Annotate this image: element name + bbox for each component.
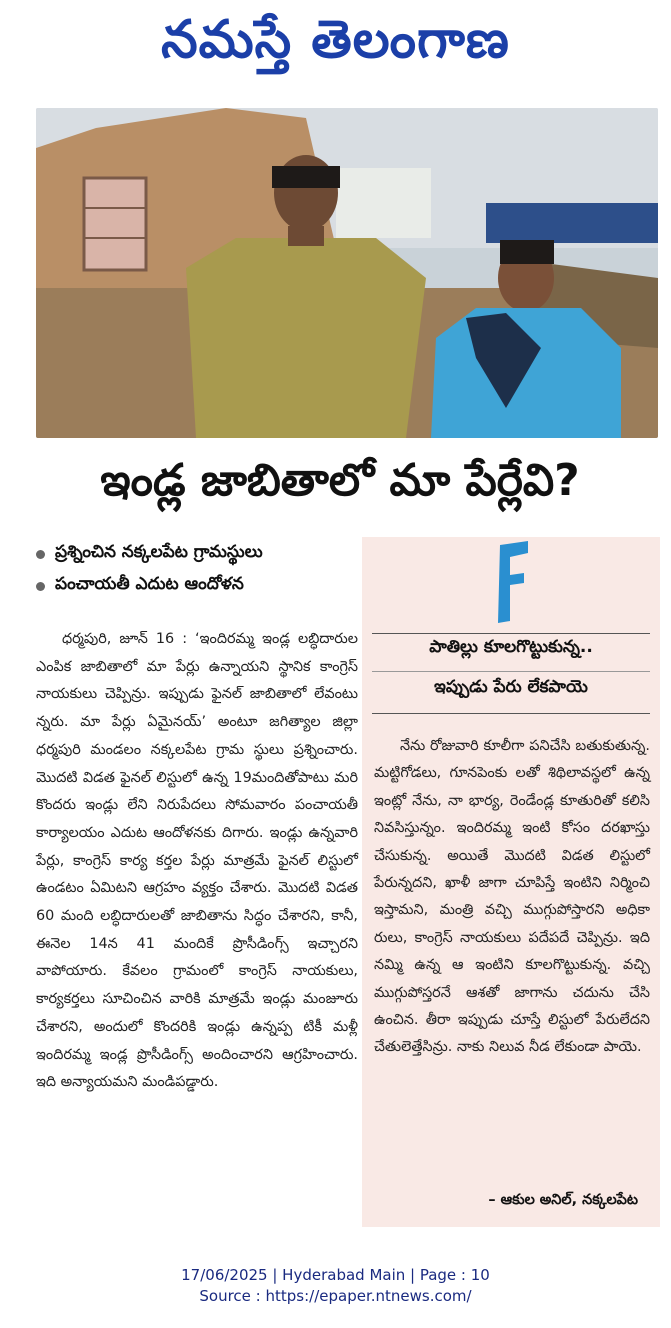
- bullet-text: ప్రశ్నించిన నక్కలపేట గ్రామస్థులు: [55, 542, 263, 562]
- divider: [372, 633, 650, 634]
- sidebar-box: [362, 537, 660, 1227]
- bullet-dot-icon: [36, 550, 45, 559]
- article-body: [36, 626, 358, 1097]
- bullet-dot-icon: [36, 582, 45, 591]
- masthead: [0, 0, 671, 92]
- sidebar-subheading: ఇప్పుడు పేరు లేకపాయె: [434, 677, 588, 697]
- sidebar-subheading: పాతిల్లు కూలగొట్టుకున్న..: [429, 637, 593, 657]
- divider: [372, 713, 650, 714]
- bullet-list: [36, 538, 356, 602]
- newspaper-title: నమస్తే తెలంగాణ: [161, 9, 510, 70]
- news-photo-illustration: [36, 108, 658, 438]
- sidebar-paragraph: నేను రోజువారి కూలీగా పనిచేసి బతుకుతున్న. మట్టిగోడలు, గూనపెంకు లతో శిథిలావస్థలో ఉన్న ఇంట్లో నేను, నా భార్య, రెండేండ్ల కూతురితో కలిసి నివసిస్తున్నం. ఇందిరమ్మ ఇంటి కోసం దరఖాస్తు చేసుకున్న. అయితే మొదటి విడత లిస్టులో పేరున్నదని, ఖాళీ జాగా చూపిస్తే ఇంటిని నిర్మించి ఇస్తామని, మంత్రి వచ్చి ముగ్గుపోస్తారని అధికా రులు, కాంగ్రెస్ నాయకులు పదేపదే చెప్పిన్రు. ఇది నమ్మి ఉన్న ఆ ఇంటిని కూలగొట్టుకున్న. వచ్చి ముగ్గుపోస్తరనే ఆశతో జాగాను చదును చేసి ఉంచిన. తీరా ఇప్పుడు చూస్తే లిస్టులో పేరులేదని చేతులెత్తేసిన్రు. నాకు నిలువ నీడ లేకుండా పాయె.: [374, 738, 650, 1056]
- divider: [372, 671, 650, 672]
- footer-source-line: Source : https://epaper.ntnews.com/: [199, 1287, 472, 1305]
- quote-attribution: – ఆకుల అనిల్, నక్కలపేట: [488, 1192, 638, 1208]
- news-photo: [36, 108, 658, 438]
- newspaper-logo-icon: [482, 537, 542, 627]
- bullet-text: పంచాయతీ ఎదుట ఆందోళన: [55, 574, 244, 594]
- article-paragraph: ధర్మపురి, జూన్ 16 : ‘ఇందిరమ్మ ఇండ్ల లబ్ధిదారుల ఎంపిక జాబితాలో మా పేర్లు ఉన్నాయని స్థానిక కాంగ్రెస్ నాయకులు చెప్పిన్రు. ఇప్పుడు ఫైనల్ జాబితాలో లేవంటు న్నరు. మా పేర్లు ఏమైనయ్’ అంటూ జగిత్యాల జిల్లా ధర్మపురి మండలం నక్కలపేట గ్రామ స్థులు ప్రశ్నించారు. మొదటి విడత ఫైనల్ లిస్టులో ఉన్న 19మందితోపాటు మరి కొందరు ఇండ్లు లేని నిరుపేదలు సోమవారం పంచాయతీ కార్యాలయం ఎదుట ఆందోళనకు దిగారు. ఇండ్లు ఉన్నవారి పేర్లు, కాంగ్రెస్ కార్య కర్తల పేర్లు మాత్రమే ఫైనల్ లిస్టులో ఉండటం ఏమిటని ఆగ్రహం వ్యక్తం చేశారు. మొదటి విడత 60 మంది లబ్ధిదారులతో జాబితాను సిద్ధం చేశారని, కానీ, ఈనెల 14న 41 మందికే ప్రొసీడింగ్స్ ఇచ్చారని వాపోయారు. కేవలం గ్రామంలో కాంగ్రెస్ నాయకులు, కార్యకర్తలు సూచించిన వారికి మాత్రమే ఇండ్లు మంజూరు చేశారని, అందులో కొందరికి ఇండ్లు ఉన్నప్ప టికీ మళ్లీ ఇందిరమ్మ ఇండ్ల ప్రొసీడింగ్స్ అందించారని ఆగ్రహించారు. ఇది అన్యాయమని మండిపడ్డారు.: [36, 631, 358, 1091]
- bullet-item: [36, 538, 356, 570]
- footer-date-line: 17/06/2025 | Hyderabad Main | Page : 10: [181, 1266, 490, 1284]
- headline: ఇండ్ల జాబితాలో మా పేర్లేవి?: [100, 455, 580, 506]
- bullet-item: [36, 570, 356, 602]
- footer: [0, 1265, 671, 1307]
- sidebar-body: [374, 733, 650, 1062]
